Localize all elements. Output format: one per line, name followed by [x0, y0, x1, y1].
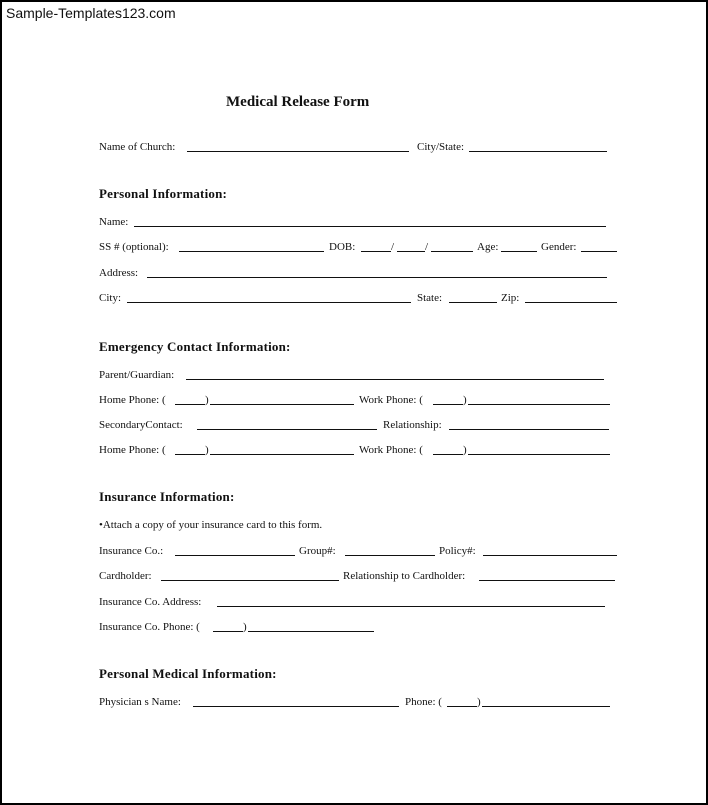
form-title: Medical Release Form: [226, 94, 370, 110]
name-field[interactable]: [134, 214, 606, 227]
physician-phone-paren: ): [477, 696, 481, 708]
work-phone-paren: ): [463, 394, 467, 406]
work-phone-area-field-2[interactable]: [433, 442, 463, 455]
watermark: Sample-Templates123.com: [6, 5, 176, 21]
physician-name-field[interactable]: [193, 694, 399, 707]
insurance-phone-field[interactable]: [248, 619, 374, 632]
dob-month-field[interactable]: [361, 239, 391, 252]
relationship-field[interactable]: [449, 417, 609, 430]
work-phone-field-2[interactable]: [468, 442, 610, 455]
physician-name-label: Physician s Name:: [99, 696, 181, 708]
zip-field[interactable]: [525, 290, 617, 303]
insurance-address-field[interactable]: [217, 594, 605, 607]
home-phone-field[interactable]: [210, 392, 354, 405]
insurance-company-field[interactable]: [175, 543, 295, 556]
state-label: State:: [417, 292, 443, 304]
ss-label: SS # (optional):: [99, 241, 169, 253]
church-label: Name of Church:: [99, 141, 176, 153]
insurance-phone-area-field[interactable]: [213, 619, 243, 632]
secondary-contact-label: SecondaryContact:: [99, 419, 183, 431]
work-phone-field[interactable]: [468, 392, 610, 405]
physician-phone-label: Phone: (: [405, 696, 442, 708]
home-phone-label: Home Phone: (: [99, 394, 166, 406]
address-label: Address:: [99, 267, 139, 279]
dob-slash-2: /: [425, 241, 429, 253]
age-label: Age:: [477, 241, 499, 253]
city-state-label: City/State:: [417, 141, 465, 153]
secondary-contact-field[interactable]: [197, 417, 377, 430]
home-phone-paren: ): [205, 394, 209, 406]
gender-field[interactable]: [581, 239, 617, 252]
work-phone-label: Work Phone: (: [359, 394, 423, 406]
cardholder-label: Cardholder:: [99, 570, 152, 582]
dob-slash-1: /: [391, 241, 395, 253]
physician-phone-area-field[interactable]: [447, 694, 477, 707]
parent-guardian-field[interactable]: [186, 367, 604, 380]
cardholder-field[interactable]: [161, 568, 339, 581]
insurance-address-label: Insurance Co. Address:: [99, 596, 202, 608]
dob-year-field[interactable]: [431, 239, 473, 252]
home-phone-field-2[interactable]: [210, 442, 354, 455]
emergency-contact-heading: Emergency Contact Information:: [99, 339, 291, 354]
home-phone-paren-2: ): [205, 444, 209, 456]
form-page: [2, 2, 706, 803]
city-state-field[interactable]: [469, 139, 607, 152]
work-phone-label-2: Work Phone: (: [359, 444, 423, 456]
relationship-label: Relationship:: [383, 419, 442, 431]
insurance-phone-paren: ): [243, 621, 247, 633]
insurance-company-label: Insurance Co.:: [99, 545, 164, 557]
policy-field[interactable]: [483, 543, 617, 556]
policy-label: Policy#:: [439, 545, 476, 557]
city-label: City:: [99, 292, 122, 304]
work-phone-area-field[interactable]: [433, 392, 463, 405]
home-phone-area-field-2[interactable]: [175, 442, 205, 455]
home-phone-area-field[interactable]: [175, 392, 205, 405]
group-field[interactable]: [345, 543, 435, 556]
personal-info-heading: Personal Information:: [99, 186, 228, 201]
ss-field[interactable]: [179, 239, 324, 252]
city-field[interactable]: [127, 290, 411, 303]
zip-label: Zip:: [501, 292, 520, 304]
church-name-field[interactable]: [187, 139, 409, 152]
dob-label: DOB:: [329, 241, 356, 253]
insurance-phone-label: Insurance Co. Phone: (: [99, 621, 200, 633]
physician-phone-field[interactable]: [482, 694, 610, 707]
dob-day-field[interactable]: [397, 239, 425, 252]
address-field[interactable]: [147, 265, 607, 278]
parent-guardian-label: Parent/Guardian:: [99, 369, 175, 381]
insurance-info-heading: Insurance Information:: [99, 489, 235, 504]
group-label: Group#:: [299, 545, 336, 557]
medical-info-heading: Personal Medical Information:: [99, 666, 277, 681]
name-label: Name:: [99, 216, 129, 228]
insurance-card-note: •Attach a copy of your insurance card to this form.: [99, 519, 323, 531]
work-phone-paren-2: ): [463, 444, 467, 456]
state-field[interactable]: [449, 290, 497, 303]
relationship-cardholder-field[interactable]: [479, 568, 615, 581]
age-field[interactable]: [501, 239, 537, 252]
relationship-cardholder-label: Relationship to Cardholder:: [343, 570, 466, 582]
gender-label: Gender:: [541, 241, 577, 253]
home-phone-label-2: Home Phone: (: [99, 444, 166, 456]
